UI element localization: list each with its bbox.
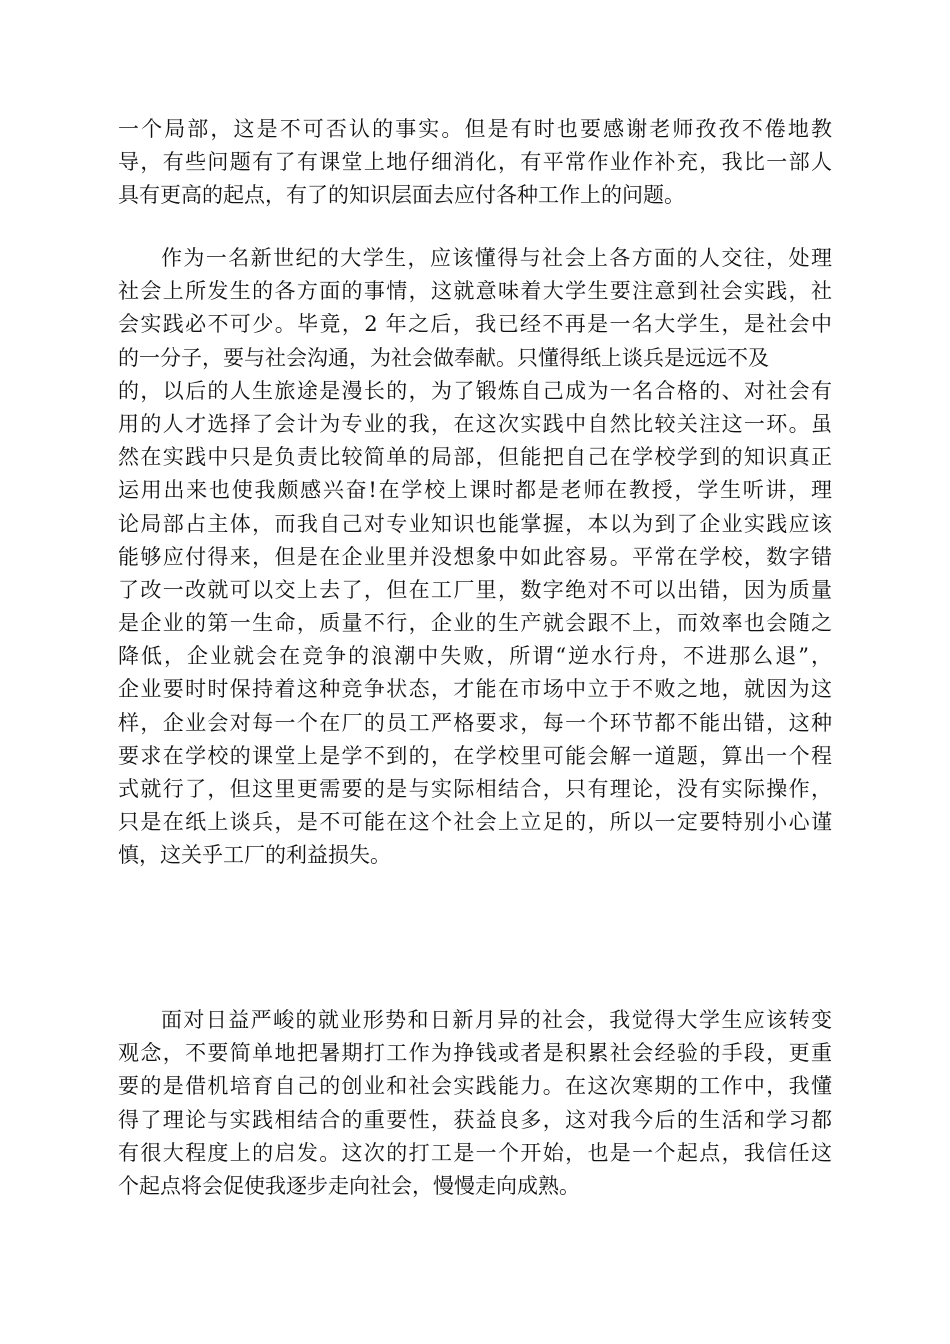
text-line: 用的人才选择了会计为专业的我，在这次实践中自然比较关注这一环。虽	[118, 411, 832, 436]
text-line: 得了理论与实践相结合的重要性，获益良多，这对我今后的生活和学习都	[118, 1107, 832, 1132]
text-line: 企业要时时保持着这种竞争状态，才能在市场中立于不败之地，就因为这	[118, 677, 832, 702]
text-line: 具有更高的起点，有了的知识层面去应付各种工作上的问题。	[118, 183, 685, 208]
text-line: 会实践必不可少。毕竟，2 年之后，我已经不再是一名大学生，是社会中	[118, 312, 832, 337]
text-line: 面对日益严峻的就业形势和日新月异的社会，我觉得大学生应该转变	[161, 1008, 832, 1032]
text-line: 样，企业会对每一个在厂的员工严格要求，每一个环节都不能出错，这种	[118, 710, 832, 735]
text-line: 慎，这关乎工厂的利益损失。	[118, 843, 391, 868]
paragraph-2	[118, 242, 832, 873]
text-line: 要的是借机培育自己的创业和社会实践能力。在这次寒期的工作中，我懂	[118, 1074, 832, 1099]
text-line: 论局部占主体，而我自己对专业知识也能掌握，本以为到了企业实践应该	[118, 511, 832, 536]
text-line: 要求在学校的课堂上是学不到的，在学校里可能会解一道题，算出一个程	[118, 743, 832, 768]
text-line: 是企业的第一生命，质量不行，企业的生产就会跟不上，而效率也会随之	[118, 611, 832, 636]
text-line: 运用出来也使我颇感兴奋!在学校上课时都是老师在教授，学生听讲，理	[118, 478, 832, 503]
text-line: 能够应付得来，但是在企业里并没想象中如此容易。平常在学校，数字错	[118, 544, 832, 569]
text-line: 了改一改就可以交上去了，但在工厂里，数字绝对不可以出错，因为质量	[118, 577, 832, 602]
paragraph-1	[118, 113, 832, 213]
text-line: 的一分子，要与社会沟通，为社会做奉献。只懂得纸上谈兵是远远不及	[118, 345, 769, 370]
paragraph-3	[118, 1004, 832, 1203]
text-line: 有很大程度上的启发。这次的打工是一个开始，也是一个起点，我信任这	[118, 1140, 832, 1165]
text-line: 观念，不要简单地把暑期打工作为挣钱或者是积累社会经验的手段，更重	[118, 1041, 832, 1066]
text-line: 作为一名新世纪的大学生，应该懂得与社会上各方面的人交往，处理	[161, 246, 832, 270]
text-line: 降低，企业就会在竞争的浪潮中失败，所谓“逆水行舟，不进那么退”，	[118, 644, 832, 669]
text-line: 的，以后的人生旅途是漫长的，为了锻炼自己成为一名合格的、对社会有	[118, 378, 832, 403]
text-line: 社会上所发生的各方面的事情，这就意味着大学生要注意到社会实践，社	[118, 279, 832, 304]
text-line: 式就行了，但这里更需要的是与实际相结合，只有理论，没有实际操作，	[118, 777, 832, 801]
text-line: 然在实践中只是负责比较简单的局部，但能把自己在学校学到的知识真正	[118, 445, 832, 470]
text-line: 只是在纸上谈兵，是不可能在这个社会上立足的，所以一定要特别小心谨	[118, 810, 832, 835]
text-line: 一个局部，这是不可否认的事实。但是有时也要感谢老师孜孜不倦地教	[118, 117, 832, 141]
text-line: 个起点将会促使我逐步走向社会，慢慢走向成熟。	[118, 1173, 580, 1198]
text-line: 导，有些问题有了有课堂上地仔细消化，有平常作业作补充，我比一部人	[118, 150, 832, 175]
